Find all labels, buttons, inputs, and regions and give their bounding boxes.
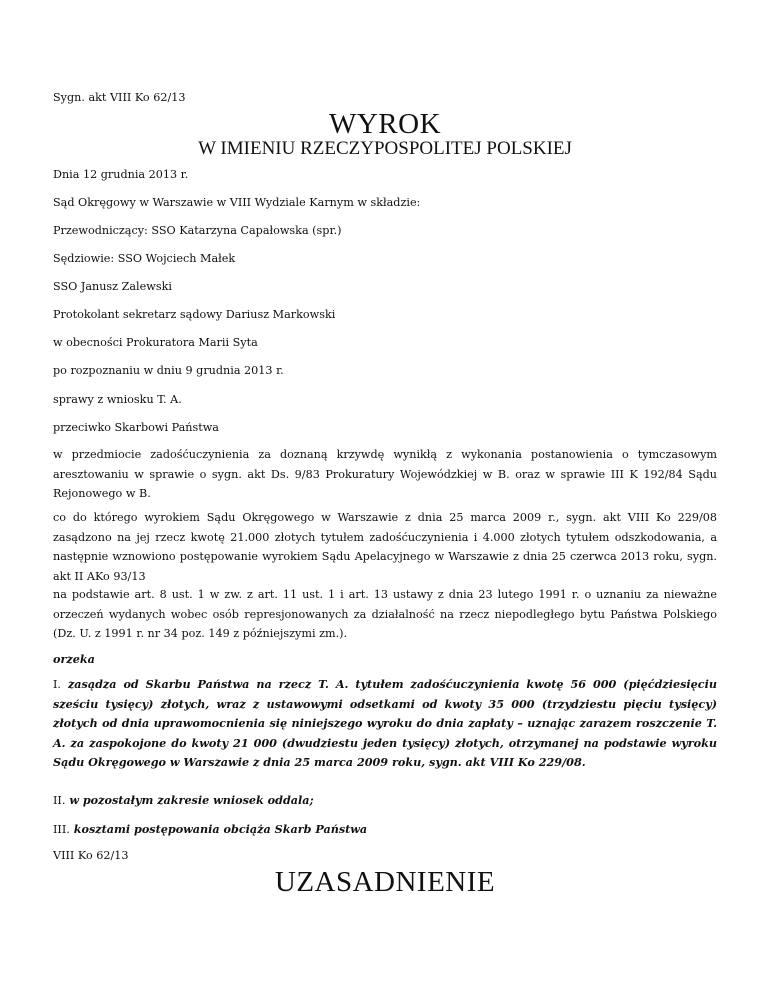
hearing-date: po rozpoznaniu w dniu 9 grudnia 2013 r. [53, 364, 284, 377]
ruling-point-2-text: w pozostałym zakresie wniosek oddala; [69, 793, 314, 807]
ruling-point-1-text: zasądza od Skarbu Państwa na rzecz T. A. tytułem zadośćuczynienia kwotę 56 000 (pięćdziesięciu sześciu tysięcy) złotych, wraz z ustawowymi odsetkami od kwoty 35 000 (trzydziestu pięciu tysięcy) złotych od dnia uprawomocnienia się niniejszego wyroku do dnia zapłaty – uznając zarazem roszczenie T. A. za zaspokojone do kwoty 21 000 (dwudziestu jeden tysięcy) złotych, otrzymanej na podstawie wyroku Sądu Okręgowego w Warszawie z dnia 25 marca 2009 roku, sygn. akt VIII Ko 229/08. [53, 677, 717, 769]
prosecutor: w obecności Prokuratora Marii Syta [53, 336, 258, 349]
ruling-point-1-number: I. [53, 678, 61, 691]
ruling-point-3-number: III. [53, 823, 70, 836]
legal-basis: na podstawie art. 8 ust. 1 w zw. z art. 11 ust. 1 i art. 13 ustawy z dnia 23 lutego 1991 r. o uznaniu za nieważne orzeczeń wydanych wobec osób represjonowanych za działalność na rzecz niepodległego bytu Państwa Polskiego (Dz. U. z 1991 r. nr 34 poz. 149 z późniejszymi zm.). [53, 588, 717, 640]
ruling-point-1 [53, 675, 717, 773]
case-number: Sygn. akt VIII Ko 62/13 [53, 91, 186, 104]
verdict-subtitle: W IMIENIU RZECZYPOSPOLITEJ POLSKIEJ [198, 138, 572, 159]
ruling-point-3 [53, 822, 367, 836]
against-party: przeciwko Skarbowi Państwa [53, 421, 219, 434]
ruling-point-3-text: kosztami postępowania obciąża Skarb Państwa [73, 822, 368, 836]
presiding-judge: Przewodniczący: SSO Katarzyna Capałowska (spr.) [53, 224, 342, 237]
court-clerk: Protokolant sekretarz sądowy Dariusz Markowski [53, 308, 336, 321]
judge-1: Sędziowie: SSO Wojciech Małek [53, 252, 236, 265]
justification-title: UZASADNIENIE [274, 866, 496, 898]
judge-2: SSO Janusz Zalewski [53, 280, 172, 293]
case-of: sprawy z wniosku T. A. [53, 393, 182, 406]
rules-heading: orzeka [53, 652, 95, 666]
verdict-title: WYROK [328, 108, 442, 140]
prior-judgment: co do którego wyrokiem Sądu Okręgowego w Warszawie z dnia 25 marca 2009 r., sygn. akt VIII Ko 229/08 zasądzono na jej rzecz kwotę 21.000 złotych tytułem zadośćuczynienia i 4.000 złotych tytułem odszkodowania, a następnie wznowiono postępowanie wyrokiem Sądu Apelacyjnego w Warszawie z dnia 25 czerwca 2013 roku, sygn. akt II AKo 93/13 [53, 511, 717, 583]
footer-case-number: VIII Ko 62/13 [53, 849, 129, 862]
verdict-date: Dnia 12 grudnia 2013 r. [53, 168, 189, 181]
ruling-point-2-number: II. [53, 794, 66, 807]
court-composition: Sąd Okręgowy w Warszawie w VIII Wydziale Karnym w składzie: [53, 196, 421, 209]
ruling-point-2 [53, 793, 314, 807]
case-subject: w przedmiocie zadośćuczynienia za doznaną krzywdę wynikłą z wykonania postanowienia o tymczasowym aresztowaniu w sprawie o sygn. akt Ds. 9/83 Prokuratury Wojewódzkiej w B. oraz w sprawie III K 192/84 Sądu Rejonowego w B. [53, 448, 717, 500]
